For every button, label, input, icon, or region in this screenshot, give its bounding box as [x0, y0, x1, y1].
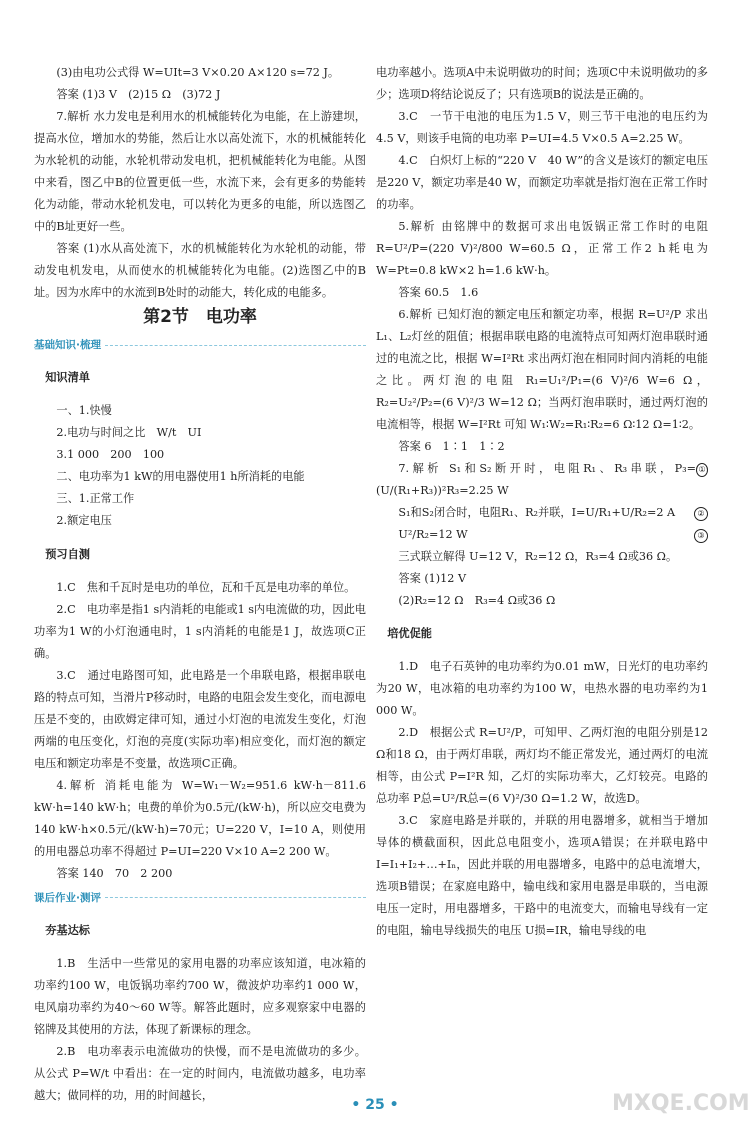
watermark-logo: MXQE.COM	[612, 1091, 750, 1116]
paragraph: 三、1.正常工作	[56, 492, 135, 506]
paragraph: (2)R₂=12 Ω R₃=4 Ω或36 Ω	[398, 594, 556, 607]
equation-text: 7.解析 S₁和S₂断开时，电阻R₁、R₃串联，P₃=(U/(R₁+R₃))²R₃=2.25 W	[376, 462, 697, 497]
paragraph: 二、电功率为1 kW的用电器使用1 h所消耗的电能	[56, 470, 305, 484]
page-number: • 25 •	[351, 1097, 399, 1113]
paragraph: 1.B 生活中一些常见的家用电器的功率应该知道，电冰箱的功率约100 W，电饭锅功率约700 W，微波炉功率约1 000 W，电风扇功率约为40～60 W等。解答此题时，应多观察家中电器的铭牌及其使用的方法，体现了新课标的理念。	[34, 957, 366, 1037]
paragraph: 1.C 焦和千瓦时是电功的单位，瓦和千瓦是电功率的单位。	[56, 580, 356, 594]
equation-row	[376, 524, 708, 546]
paragraph: 答案 (1)12 V	[398, 572, 467, 585]
paragraph: 3.C 家庭电路是并联的，并联的用电器增多，就相当于增加导体的横截面积，因此总电阻变小，选项A错误；在并联电路中 I=I₁+I₂+…+Iₙ，因此并联的用电器增多，电路中的总电流增大，选项B错误；在家庭电路中，输电线和家用电器是串联的，当电源电压一定时，用电器增多，干路中的电流变大，而输电导线有一定的电阻，输电导线损失的电压 U损=IR，输电导线的电	[376, 814, 708, 938]
paragraph: (3)由电功公式得 W=UIt=3 V×0.20 A×120 s=72 J。	[56, 66, 340, 79]
paragraph: 2.B 电功率表示电流做功的快慢，而不是电流做功的多少。从公式 P=W/t 中看出：在一定的时间内，电流做功越多，电功率越大；做同样的功，用的时间越长，	[34, 1045, 366, 1103]
equation-row	[376, 502, 708, 524]
section-tag-divider	[105, 345, 366, 346]
subsection-heading: 知识清单	[45, 371, 90, 385]
paragraph: 答案 140 70 2 200	[56, 866, 173, 880]
section-title: 第2节 电功率	[143, 307, 257, 327]
paragraph: 三式联立解得 U=12 V，R₂=12 Ω，R₃=4 Ω或36 Ω。	[398, 550, 678, 563]
equation-number: ③	[694, 529, 708, 543]
paragraph: 5.解析 由铭牌中的数据可求出电饭锅正常工作时的电阻 R=U²/P=(220 V)²/800 W=60.5 Ω，正常工作2 h耗电为 W=Pt=0.8 kW×2 h=1.6 kW·h。	[376, 220, 708, 277]
paragraph: 2.电功与时间之比 W/t UI	[56, 426, 202, 440]
section-tag-label: 课后作业·测评	[34, 891, 101, 904]
paragraph: 4.解析 消耗电能为 W=W₁－W₂=951.6 kW·h－811.6 kW·h=140 kW·h；电费的单价为0.5元/(kW·h)，所以应交电费为140 kW·h×0.5元/(kW·h)=70元；U=220 V，I=10 A，则使用的用电器总功率不得超过 P=UI=220 V×10 A=2 200 W。	[34, 778, 366, 858]
subsection-heading: 预习自测	[45, 547, 90, 561]
paragraph: 3.C 通过电路图可知，此电路是一个串联电路，根据串联电路的特点可知，当滑片P移动时，电路的电阻会发生变化，而电源电压是不变的，由欧姆定律可知，通过小灯泡的电流发生变化，灯泡两端的电压变化，灯泡的亮度(实际功率)相应变化，而灯泡的额定电压和额定功率是不变量，故选项C正确。	[34, 668, 366, 770]
subsection-heading: 夯基达标	[45, 923, 90, 937]
equation-text: U²/R₂=12 W	[398, 528, 468, 541]
paragraph: 答案 (1)水从高处流下，水的机械能转化为水轮机的动能，带动发电机发电，从而使水的机械能转化为电能。(2)选图乙中的B址。因为水库中的水流到B处时的动能大，转化成的电能多。	[34, 242, 366, 299]
paragraph: 答案 6 1∶1 1∶2	[398, 440, 505, 453]
equation-number: ①	[696, 463, 708, 477]
paragraph: 7.解析 水力发电是利用水的机械能转化为电能，在上游建坝，提高水位，增加水的势能，然后让水以高处流下，水的机械能转化为水轮机的动能，水轮机带动发电机，把机械能转化为电能。从图中来看，图乙中B的位置更低一些，水流下来，会有更多的势能转化为动能，带动水轮机发电，可以转化为更多的电能，所以选图乙中的B址更好一些。	[34, 110, 366, 233]
paragraph: 6.解析 已知灯泡的额定电压和额定功率，根据 R=U²/P 求出L₁、L₂灯丝的阻值；根据串联电路的电流特点可知两灯泡串联时通过的电流之比，根据 W=I²Rt 求出两灯泡在相同时间内消耗的电能之比。两灯泡的电阻 R₁=U₁²/P₁=(6 V)²/6 W=6 Ω，R₂=U₂²/P₂=(6 V)²/3 W=12 Ω；当两灯泡串联时，通过两灯泡的电流相等，根据 W=I²Rt 可知 W₁∶W₂=R₁∶R₂=6 Ω∶12 Ω=1∶2。	[376, 308, 708, 431]
paragraph: 2.额定电压	[56, 514, 112, 528]
left-column	[34, 62, 366, 1107]
section-tag	[34, 334, 366, 356]
paragraph: 答案 (1)3 V (2)15 Ω (3)72 J	[56, 88, 221, 101]
paragraph: 3.1 000 200 100	[56, 448, 165, 462]
paragraph: 1.D 电子石英钟的电功率约为0.01 mW，日光灯的电功率约为20 W，电冰箱的电功率约为100 W，电热水器的电功率约为1 000 W。	[376, 660, 708, 718]
subsection-heading: 培优促能	[387, 627, 432, 641]
paragraph: 4.C 白炽灯上标的“220 V 40 W”的含义是该灯的额定电压是220 V，额定功率是40 W，而额定功率就是指灯泡在正常工作时的功率。	[376, 154, 708, 211]
equation-number: ②	[694, 507, 708, 521]
paragraph: 答案 60.5 1.6	[398, 286, 479, 299]
paragraph: 一、1.快慢	[56, 404, 112, 418]
paragraph: 2.D 根据公式 R=U²/P，可知甲、乙两灯泡的电阻分别是12 Ω和18 Ω，由于两灯串联，两灯均不能正常发光，通过两灯的电流相等，由公式 P=I²R 知，乙灯的实际功率大，乙灯较亮。电路的总功率 P总=U²/R总=(6 V)²/30 Ω=1.2 W，故选D。	[376, 726, 708, 806]
paragraph: 3.C 一节干电池的电压为1.5 V，则三节干电池的电压约为4.5 V，则该手电筒的电功率 P=UI=4.5 V×0.5 A=2.25 W。	[376, 110, 708, 145]
paragraph: 电功率越小。选项A中未说明做功的时间；选项C中未说明做功的多少；选项D将结论说反了；只有选项B的说法是正确的。	[376, 66, 708, 101]
section-tag-label: 基础知识·梳理	[34, 339, 101, 351]
equation-row	[376, 458, 708, 502]
right-column	[376, 62, 708, 942]
paragraph: 2.C 电功率是指1 s内消耗的电能或1 s内电流做的功，因此电功率为1 W的小灯泡通电时，1 s内消耗的电能是1 J，故选项C正确。	[34, 602, 366, 660]
section-tag	[34, 887, 366, 909]
equation-text: S₁和S₂闭合时，电阻R₁、R₂并联，I=U/R₁+U/R₂=2 A	[398, 506, 676, 519]
section-tag-divider	[105, 897, 366, 898]
